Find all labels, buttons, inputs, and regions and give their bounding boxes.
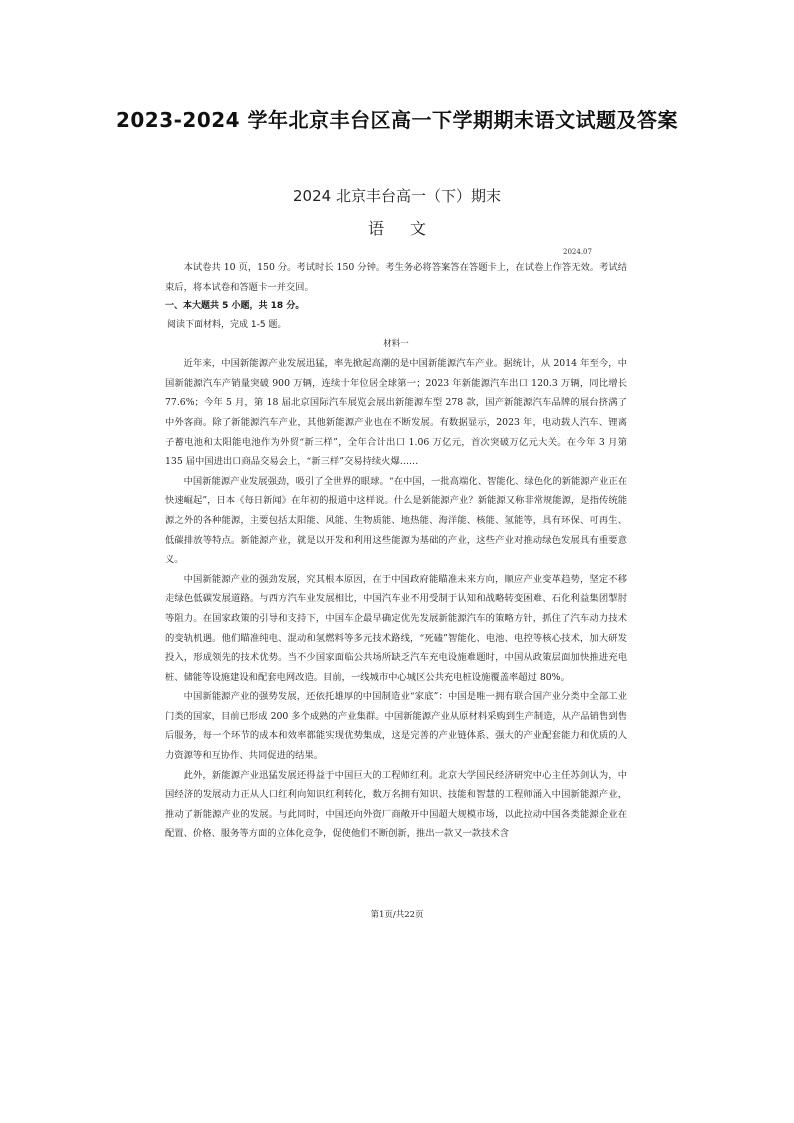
- exam-date: 2024.07: [563, 248, 592, 256]
- paragraph: 近年来，中国新能源产业发展迅猛，率先掀起高潮的是中国新能源汽车产业。据统计，从 2014 年至今，中国新能源汽车产销量突破 900 万辆，连续十年位居全球第一；2023 年新能源汽车出口 120.3 万辆，同比增长 77.6%；今年 5 月，第 18 届北京国际汽车展览会展出新能源车型 278 款，国产新能源汽车品牌的展台挤满了中外客商。除了新能源汽车产业，其他新能源产业也在不断发展。有数据显示，2023 年，电动载人汽车、锂离子蓄电池和太阳能电池作为外贸“新三样”，全年合计出口 1.06 万亿元，首次突破万亿元大关。在今年 3 月第 135 届中国进出口商品交易会上，“新三样”交易持续火爆……: [165, 358, 627, 468]
- paragraph: 此外，新能源产业迅猛发展还得益于中国巨大的工程师红利。北京大学国民经济研究中心主任苏剑认为，中国经济的发展动力正从人口红利向知识红利转化，数万名拥有知识、技能和智慧的工程师涌入中国新能源产业，推动了新能源产业的发展。与此同时，中国还向外资厂商敞开中国超大规模市场，以此拉动中国各类能源企业在配置、价格、服务等方面的立体化竞争，促使他们不断创新，推出一款又一款技术含: [165, 769, 627, 840]
- paragraph: 中国新能源产业发展强劲，吸引了全世界的眼球。“在中国，一批高端化、智能化、绿色化的新能源产业正在快速崛起”，日本《每日新闻》在年初的报道中这样说。什么是新能源产业？新能源又称非常规能源，是指传统能源之外的各种能源，主要包括太阳能、风能、生物质能、地热能、海洋能、核能、氢能等，具有环保、可再生、低碳排放等特点。新能源产业，就是以开发和利用这些能源为基础的产业，这些产业对推动绿色发展具有重要意义。: [165, 475, 627, 566]
- paragraph: 中国新能源产业的强劲发展，究其根本原因，在于中国政府能瞄准未来方向，顺应产业变革趋势，坚定不移走绿色低碳发展道路。与西方汽车业发展相比，中国汽车业不用受制于认知和战略转变困难、石化利益集团掣肘等阻力。在国家政策的引导和支持下，中国车企最早确定优先发展新能源汽车的策略方针，抓住了汽车动力技术的变轨机遇。他们瞄准纯电、混动和氢燃料等多元技术路线，“死磕”智能化、电池、电控等核心技术，加大研发投入，形成领先的技术优势。当不少国家面临公共场所缺乏汽车充电设施难题时，中国从政策层面加快推进充电桩、储能等设施建设和配套电网改造。目前，一线城市中心城区公共充电桩设施覆盖率超过 80%。: [165, 573, 627, 683]
- exam-notice: 本试卷共 10 页，150 分。考试时长 150 分钟。考生务必将答案答在答题卡上，在试卷上作答无效。考试结束后，将本试卷和答题卡一并交回。: [165, 262, 627, 293]
- reading-instruction: 阅读下面材料，完成 1-5 题。: [167, 320, 287, 331]
- paragraph: 中国新能源产业的强势发展，还依托雄厚的中国制造业“家底”：中国是唯一拥有联合国产业分类中全部工业门类的国家，目前已形成 200 多个成熟的产业集群。中国新能源产业从原材料采购到生产制造，从产品销售到售后服务，每一个环节的成本和效率都能实现优势集成，这是完善的产业链体系、强大的产业配套能力和优质的人力资源等和互协作、共同促进的结果。: [165, 691, 627, 762]
- section-heading: 一、本大题共 5 小题，共 18 分。: [165, 301, 305, 312]
- material-label: 材料一: [383, 339, 409, 350]
- document-body: [165, 258, 627, 844]
- subject-title: 语文: [367, 219, 452, 238]
- document-title: 2023-2024 学年北京丰台区高一下学期期末语文试题及答案: [115, 108, 679, 132]
- page-number: 第1页/共22页: [370, 910, 424, 920]
- exam-title: 2024 北京丰台高一（下）期末: [293, 187, 501, 205]
